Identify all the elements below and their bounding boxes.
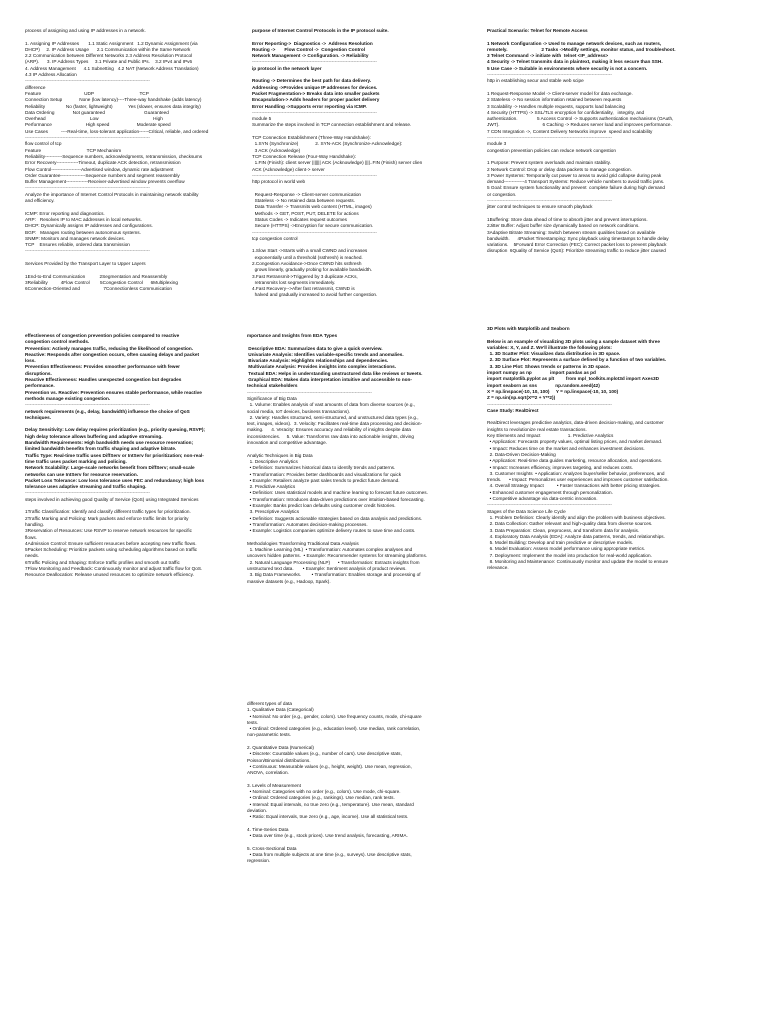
text-line: Stateless -> No retained data between requests. — [252, 198, 356, 204]
text-line: grows linearly, gradually probing for available bandwidth. — [252, 267, 373, 273]
text-line: 5. Cross-Sectional Data — [247, 845, 297, 851]
text-line: ip protocol in the network layer — [252, 65, 322, 71]
text-line: Error Recovery--------------Timeout, duplicate ACK detection, retransmission — [25, 160, 181, 166]
text-line: Order Guarantee----------------Sequence numbers and segment reassembly — [25, 172, 180, 178]
text-line: 5Packet Scheduling: Prioritize packets using scheduling algorithms based on traffic — [25, 547, 198, 553]
text-line: Addressing ->Provides unique IP addresses for devices. — [252, 84, 378, 90]
text-line: Packet Loss Tolerance: Low loss tolerance uses FEC and redundancy; high loss — [25, 477, 205, 483]
text-line: 3 Scalability -> Handles multiple requests, supports load balancing — [487, 103, 625, 109]
text-line: module 3 — [487, 141, 507, 147]
text-line: 2 Network Control: Drop or delay data packets to manage congestion. — [487, 166, 632, 172]
text-line: 3Adaptive Bitrate Streaming: Switch between stream qualities based on available — [487, 229, 656, 235]
text-line: 1End-to-End Communication 2Segmentation and Reassembly — [25, 273, 168, 279]
text-line: 5. Model Building: Develop and train predictive or descriptive models. — [487, 540, 634, 546]
text-line: 2.2 Communication between Different Networks 2.3 Address Resolution Protocol — [25, 53, 193, 59]
text-line: tests. — [247, 719, 259, 725]
text-line: 4 Security (HTTPS) -> SSL/TLS encryption for confidentiality, integrity, and — [487, 109, 645, 115]
text-line: or congestion. — [487, 191, 517, 197]
text-line: regression. — [247, 858, 271, 864]
text-line: TCP Connection Release (Four-Way Handshake): — [252, 153, 356, 159]
text-line: ARP: Resolves IP to MAC addresses in local networks. — [25, 216, 142, 222]
text-line: Feature TCP Mechanism — [25, 147, 122, 153]
text-line: insights to revolutionize real estate transactions. — [487, 426, 587, 432]
text-line: flows. — [25, 534, 37, 540]
text-line: SNMP: Monitors and manages network devices. — [25, 235, 126, 241]
text-line: Z = np.sin(np.sqrt(X**2 + Y**2)) — [487, 395, 556, 401]
text-line: Connection Setup None (low latency)----Three-way handshake (adds latency) — [25, 97, 202, 103]
text-line: http in establishing secur and stable web scipe — [487, 78, 584, 84]
text-line: remotely. 2 Tasks ->Modify settings, monitor status, and troubleshoot. — [487, 46, 676, 52]
text-line: steps involved in achieving good Quality of Service (QoS) using Integrated Services — [25, 496, 199, 502]
separator-line: -------------------------------------------------------------------------------- — [252, 172, 377, 178]
text-line: Status Codes -> Indicates request outcomes — [252, 216, 347, 222]
text-line: Reliability-----------Sequence numbers, acknowledgments, retransmission, checksums — [25, 153, 203, 159]
text-line: 2.Congestion Avoidance->Once CWND hits ssthresh — [252, 260, 362, 266]
text-line: flow control of tcp — [25, 141, 62, 147]
text-line: Graphical EDA: Makes data interpretation intuitive and accessible to non- — [247, 377, 412, 383]
text-line: techniques. — [25, 414, 52, 420]
separator-line: -------------------------------------------------------------------------------- — [252, 59, 377, 65]
text-line: 3. 3D Line Plot: Shows trends or patterns in 3D space. — [487, 363, 610, 369]
text-line: import seaborn as sns np.random.seed(42) — [487, 382, 600, 388]
text-line: Analyze the importance of Internet Control Protocols in maintaining network stability — [25, 191, 199, 197]
text-line: Case Study: RealDirect — [487, 407, 539, 413]
text-line: 4. Exploratory Data Analysis (EDA): Analyze data patterns, trends, and relationships. — [487, 533, 665, 539]
text-line: 2. Data-Driven Decision-Making — [487, 451, 556, 457]
text-line: 4Admission Control: Ensure sufficient resources before accepting new traffic flows. — [25, 540, 197, 546]
text-line: 1Traffic Classification: Identify and classify different traffic types for prioritization. — [25, 509, 191, 515]
text-line: • Impact: Reduces time on the market and enhances investment decisions. — [487, 445, 645, 451]
text-line: Data Ordering Not guaranteed Guaranteed — [25, 109, 169, 115]
text-line: import numpy as np import pandas as pd — [487, 370, 596, 376]
text-line: process of assigning and using IP addresses in a network. — [25, 28, 146, 33]
text-line: Use Cases ----Real-time, loss-tolerant application------Critical, reliable, and ordered — [25, 128, 209, 134]
separator-line: -------------------------------------------------------------------------------- — [487, 502, 612, 508]
text-line: 3. Prescriptive Analytics — [247, 509, 300, 515]
text-line: Encapsulation-> Adds headers for proper packet delivery — [252, 97, 380, 103]
eda-big-data-section — [247, 333, 482, 585]
separator-line: -------------------------------------------------------------------------------- — [487, 72, 612, 78]
text-line: limited bandwidth benefits from traffic shaping and adaptive bitrate. — [25, 446, 177, 452]
text-line: 5 Use Case -> Suitable in environments where security is not a concern. — [487, 65, 648, 71]
text-line: Descriptive EDA: Summarizes data to give a quick overview. — [247, 345, 383, 351]
separator-line: -------------------------------------------------------------------------------- — [25, 78, 150, 84]
text-line: • Example: Logistics companies optimize delivery routes to save time and costs. — [247, 528, 416, 534]
text-line: Performance High speed Moderate speed — [25, 122, 171, 128]
text-line: congestion control methods. — [25, 339, 90, 345]
text-line: Request-Response -> Client-server communication — [252, 191, 362, 197]
text-line: 1. Volume: Enables analysis of vast amounts of data from diverse sources (e.g., — [247, 402, 416, 408]
text-line: 3. Data Preparation: Clean, preprocess, and transform data for analysis. — [487, 527, 640, 533]
text-line: TCP Ensures reliable, ordered data transmission — [25, 242, 130, 248]
text-line: different types of data — [247, 701, 292, 706]
text-line: Resource Deallocation: Release unused resources to optimize network efficiency. — [25, 572, 194, 578]
text-line: Routing -> Determines the best path for data delivery. — [252, 78, 372, 84]
text-line: • Definition: Uses statistical models and machine learning to forecast future outcomes. — [247, 490, 428, 496]
text-line: • Data over time (e.g., stock prices). Use trend analysis, forecasting, ARIMA. — [247, 833, 408, 839]
text-line: 3D Plots with Matplotlib and Seaborn — [487, 326, 570, 331]
text-line: • Definition: Summarizes historical data to identify trends and patterns. — [247, 465, 396, 471]
text-line: • Discrete: Countable values (e.g., number of cars). Use descriptive stats, — [247, 751, 402, 757]
text-line: http protocol in world web — [252, 179, 306, 185]
text-line: • Application: Forecasts property values, optimal listing prices, and market demand. — [487, 439, 663, 445]
text-line: Bivariate Analysis: Highlights relationships and dependencies. — [247, 358, 389, 364]
text-line: 3 Power Systems: Temporarily cut power to areas to avoid grid collapse during peak — [487, 172, 662, 178]
text-line: • Transformation: Automates decision-making processes. — [247, 521, 368, 527]
text-line: Methods -> GET, POST, PUT, DELETE for actions — [252, 210, 359, 216]
text-line: • Example: Retailers analyze past sales trends to predict future demand. — [247, 477, 400, 483]
text-line: 4.3 IP Address Allocation — [25, 72, 77, 78]
separator-line: -------------------------------------------------------------------------------- — [252, 229, 377, 235]
text-line: Reactive Effectiveness: Handles unexpected congestion but degrades — [25, 377, 182, 383]
text-line: Services Provided by the Transport Layer to Upper Layers — [25, 260, 146, 266]
text-line: Prevention vs. Reactive: Prevention ensures stable performance, while reactive — [25, 389, 202, 395]
separator-line: -------------------------------------------------------------------------------- — [25, 185, 150, 191]
text-line: 4. Address Management 4.1 Subnetting 4.2 NAT (Network Address Translation) — [25, 65, 199, 71]
internet-control-protocols-section — [252, 28, 477, 299]
text-line: Delay Sensitivity: Low delay requires prioritization (e.g., priority queuing, RSVP); — [25, 427, 205, 433]
text-line: 1. Qualitative Data (Categorical) — [247, 707, 314, 713]
text-line: • Transformation: Introduces data-driven predictions over intuition-based forecasting. — [247, 496, 425, 502]
text-line: 3 ACK (Acknowledge) — [252, 147, 301, 153]
text-line: inconsistencies. 5. Value: Transforms raw data into actionable insights, driving — [247, 433, 414, 439]
text-line: Error Reporting-> Diagnostics -> Address Resolution — [252, 40, 373, 46]
text-line: DHCP: Dynamically assigns IP addresses and configurations. — [25, 223, 153, 229]
text-line: 2. Predictive Analytics — [247, 484, 296, 490]
text-line: X = np.linspace(-10, 10, 100) Y = np.linspace(-10, 10, 100) — [487, 388, 619, 394]
text-line: Network Scalability: Large-scale networks benefit from DiffServ; small-scale — [25, 465, 195, 471]
separator-line: -------------------------------------------------------------------------------- — [25, 402, 150, 408]
text-line: 1Buffering: Store data ahead of time to absorb jitter and prevent interruptions. — [487, 216, 648, 222]
text-line: loss. — [25, 358, 36, 364]
text-line: 7. Deployment: Implement the model into production for real-world application. — [487, 552, 652, 558]
text-line: • Competitive advantage via data-centric innovation. — [487, 496, 598, 502]
text-line: 3. Levels of Measurement — [247, 782, 301, 788]
text-line: • Interval: Equal intervals, no true zero (e.g., temperature). Use mean, standard — [247, 801, 414, 807]
text-line: Reliability No (faster, lightweight) Yes (slower, ensures data integrity) — [25, 103, 201, 109]
text-line: handling. — [25, 521, 45, 527]
text-line: Multivariate Analysis: Provides insights into complex interactions. — [247, 364, 397, 370]
text-line: 2Jitter Buffer: Adjust buffer size dynamically based on network conditions. — [487, 223, 640, 229]
text-line: 1.FIN (Finish): client server ||||||| ACK (Acknowledge) ||||..FIN (Finish) server clien — [252, 160, 423, 166]
text-line: Analytic Techniques in Big Data — [247, 452, 313, 458]
text-line: Routing -> Flow Control -> Congestion Control — [252, 46, 366, 52]
text-line: Methodologies Transforming Traditional Data Analysis — [247, 540, 359, 546]
text-line: 6Connection-Oriented and 7Connectionless Communication — [25, 286, 172, 292]
text-line: and efficiency. — [25, 198, 55, 204]
text-line: Flow Control-------------------Advertised window, dynamic rate adjustment — [25, 166, 174, 172]
separator-line: -------------------------------------------------------------------------------- — [247, 389, 372, 395]
text-line: retransmits lost segments immediately. — [252, 279, 336, 285]
text-line: • Definition: Suggests actionable strategies based on data analysis and predictions. — [247, 515, 423, 521]
text-line: Buffer Management--------------Receiver-advertised window prevents overflow — [25, 179, 185, 185]
text-line: 2Traffic Marking and Policing: Mark packets and enforce traffic limits for priority — [25, 515, 189, 521]
text-line: needs. — [25, 553, 40, 559]
separator-line: -------------------------------------------------------------------------------- — [25, 135, 150, 141]
text-line: performance. — [25, 383, 55, 389]
text-line: • Ordinal: Ordered categories (e.g., rankings). Use median, rank tests. — [247, 795, 395, 801]
text-line: uncovers hidden patterns. • Example: Recommender systems for streaming platforms. — [247, 553, 428, 559]
text-line: ACK (Acknowledge) client-> server — [252, 166, 325, 172]
text-line: 1 Request-Response Model -> Client-server model for data exchange. — [487, 90, 633, 96]
text-line: tcp congestion control — [252, 235, 298, 241]
telnet-and-jitter-section — [487, 28, 712, 255]
text-line: • Impact: Increases efficiency, improves targeting, and reduces costs. — [487, 464, 634, 470]
text-line: effectiveness of congestion prevention policies compared to reactive — [25, 333, 180, 338]
text-line: ANOVA, correlation. — [247, 770, 289, 776]
text-line: TCP Connection Establishment (Three-Way Handshake): — [252, 135, 371, 141]
text-line: bandwidth. 4Packet Timestamping: Sync playback using timestamps to handle delay — [487, 235, 669, 241]
text-line: Packet Fragmentation-> Breaks data into smaller packets — [252, 90, 380, 96]
text-line: • Enhanced customer engagement through personalization. — [487, 489, 613, 495]
text-line: JWT). 6 Caching -> Reduces server load and improves performance. — [487, 122, 672, 128]
text-line: Prevention: Actively manages traffic, reducing the likelihood of congestion. — [25, 345, 194, 351]
text-line: Traffic Type: Real-time traffic uses DiffServ or IntServ for prioritization; non-real- — [25, 452, 204, 458]
text-line: 1. Problem Definition: Clearly identify and align the problem with business objectives. — [487, 514, 666, 520]
separator-line: -------------------------------------------------------------------------------- — [252, 109, 377, 115]
text-line: Prevention Effectiveness: Provides smoother performance with fewer — [25, 364, 180, 370]
text-line: trends. • Impact: Personalizes user experiences and improves customer satisfaction. — [487, 477, 669, 483]
text-line: 3Reliability 4Flow Control 5Congestion Control 6Multiplexing — [25, 279, 178, 285]
text-line: Below is an example of visualizing 3D plots using a sample dataset with three — [487, 338, 660, 344]
text-line: 4.Fast Recovery-->After fast retransmit, CWND is — [252, 286, 355, 292]
text-line: 7 CDN Integration ->, Content Delivery Networks improve speed and scalability — [487, 128, 653, 134]
text-line: innovation and competitive advantage. — [247, 440, 328, 446]
text-line: networks can use IntServ for resource reservation. — [25, 471, 139, 477]
text-line: • Nominal: No order (e.g., gender, colors). Use frequency counts, mode, chi-square — [247, 713, 422, 719]
text-line: • Application: Real-time data guides marketing, resource allocation, and operations. — [487, 458, 663, 464]
text-line: (ARP). 3. IP Address Types 3.1 Private and Public IPs. 3.2 IPv4 and IPv6 — [25, 59, 193, 65]
text-line: Network Management -> Configuration. -> Reliability — [252, 53, 369, 59]
text-line: 1.Slow Start ->Starts with a small CWND and increases — [252, 248, 368, 254]
text-line: 2. Variety: Handles structured, semi-structured, and unstructured data types (e.g., — [247, 414, 419, 420]
text-line: Summarize the steps involved in TCP connection establishment and release. — [252, 122, 412, 128]
text-line: DHCP) 2. IP Address Usage 2.1 Communication within the Same Network — [25, 46, 191, 52]
text-line: Data Transfer -> Transmits web content (HTML, images) — [252, 204, 372, 210]
text-line: • Nominal: Categories with no order (e.g., colors). Use mode, chi-square. — [247, 789, 401, 795]
text-line: variables: X, Y, and Z. We'll illustrate the following plots: — [487, 344, 612, 350]
text-line: 3Reservation of Resources: Use RSVP to reserve network resources for specific — [25, 528, 192, 534]
text-line: non-parametric tests. — [247, 732, 292, 738]
text-line: demand-------------4 Transport Systems: Reduce vehicle numbers to avoid traffic jams. — [487, 179, 665, 185]
text-line: Stages of the Data Science Life Cycle — [487, 508, 566, 514]
text-line: 4 Security -> Telnet transmits data in plaintext, making it less secure than SSH. — [487, 59, 663, 65]
text-line: 4. Time-Series Data — [247, 826, 289, 832]
text-line: module 5 — [252, 116, 272, 122]
text-line: 1. Assigning IP Addresses 1.1 Static Assignment 1.2 Dynamic Assignment (via — [25, 40, 198, 46]
text-line: Overhead Low High — [25, 116, 163, 122]
text-line: authentication. 5 Access Control -> Supports authentication mechanisms (OAuth, — [487, 116, 674, 122]
text-line: making. 4. Veracity: Ensures accuracy and reliability of insights despite data — [247, 427, 411, 433]
text-line: 4. Overall Strategy Impact • Faster transactions with better pricing strategies. — [487, 483, 661, 489]
text-line: deviation. — [247, 808, 268, 814]
text-line: 1.SYN (Synchronize) 2. SYN-ACK (Synchronize-Acknowledge): — [252, 141, 403, 147]
text-line: Error Handling ->Supports error reporting via ICMP. — [252, 103, 367, 109]
text-line: unstructured text data. • Example: Sentiment analysis of product reviews. — [247, 565, 407, 571]
text-line: • Ordinal: Ordered categories (e.g., education level). Use median, rank correlation, — [247, 726, 421, 732]
text-line: Bandwidth Requirements: High bandwidth needs use resource reservation; — [25, 440, 193, 446]
3d-plots-realdirect-section — [487, 326, 717, 572]
text-line: 2. 3D Surface Plot: Represents a surface defined by a function of two variables. — [487, 357, 667, 363]
text-line: BGP: Manages routing between autonomous systems. — [25, 229, 141, 235]
text-line: difference — [25, 84, 46, 90]
text-line: Significance of Big Data — [247, 395, 297, 401]
text-line: massive datasets (e.g., Hadoop, Spark). — [247, 578, 331, 584]
text-line: 6Traffic Policing and Shaping: Enforce traffic profiles and smooth out traffic — [25, 559, 180, 565]
text-line: text, images, videos). 3. Velocity: Facilitates real-time data processing and decision- — [247, 421, 423, 427]
text-line: purpose of Internet Control Protocols in the IP protocol suite. — [252, 28, 389, 33]
text-line: • Example: Banks predict loan defaults using customer credit histories. — [247, 503, 396, 509]
congestion-prevention-qos-section — [25, 333, 250, 579]
text-line: 2 Stateless -> No session information retained between requests — [487, 97, 622, 103]
text-line: disruption 6Quality of Service (QoS): Prioritize streaming traffic to reduce jitter caused — [487, 248, 666, 254]
text-line: Poisson/Binomial distributions. — [247, 757, 311, 763]
text-line: halved and gradually increased to avoid further congestion. — [252, 292, 378, 298]
text-line: Reactive: Responds after congestion occurs, often causing delays and packet — [25, 351, 200, 357]
text-line: 5 Goal: Ensure system functionality and prevent complete failure during high demand — [487, 185, 665, 191]
text-line: 3. Big Data Frameworks. • Transformation: Enables storage and processing of — [247, 572, 421, 578]
text-line: 2. Data Collection: Gather relevant and high-quality data from diverse sources. — [487, 521, 653, 527]
text-line: tolerance uses adaptive streaming and traffic shaping. — [25, 484, 147, 490]
text-line: Textual EDA: Helps in understanding unstructured data like reviews or tweets. — [247, 370, 423, 376]
text-line: Secure (HTTPS) ->Encryption for secure communication. — [252, 223, 374, 229]
text-line: 2. Quantitative Data (Numerical) — [247, 745, 314, 751]
text-line: ICMP: Error reporting and diagnostics. — [25, 210, 105, 216]
text-line: methods manage existing congestion. — [25, 395, 111, 401]
text-line: 1. 3D Scatter Plot: Visualizes data distribution in 3D space. — [487, 351, 621, 357]
text-line: Univariate Analysis: Identifies variable-specific trends and anomalies. — [247, 351, 404, 357]
text-line: congestion prevention policies can reduce network congestion — [487, 147, 616, 153]
text-line: 1 Network Configuration -> Used to manage network devices, such as routers, — [487, 40, 662, 46]
text-line: technical stakeholders — [247, 383, 298, 389]
text-line: 1. Machine Learning (ML) • Transformation: Automates complex analyses and — [247, 547, 413, 553]
text-line: Practical Scenario: Telnet for Remote Access — [487, 28, 588, 33]
text-line: 8. Monitoring and Maintenance: Continuously monitor and update the model to ensure — [487, 558, 669, 564]
text-line: disruptions. — [25, 370, 52, 376]
text-line: 7Flow Monitoring and Feedback: Continuously monitor and adjust traffic flow for QoS. — [25, 565, 203, 571]
text-line: high delay tolerance allows buffering and adaptive streaming. — [25, 433, 163, 439]
text-line: exponentially until a threshold (ssthresh) is reached. — [252, 254, 363, 260]
text-line: Feature UDP TCP — [25, 90, 149, 96]
text-line: • Ratio: Equal intervals, true zero (e.g., age, income). Use all statistical tests. — [247, 814, 409, 820]
text-line: • Data from multiple subjects at one time (e.g., surveys). Use descriptive stats, — [247, 852, 412, 858]
text-line: • Continuous: Measurable values (e.g., height, weight). Use mean, regression, — [247, 763, 412, 769]
separator-line: -------------------------------------------------------------------------------- — [487, 198, 612, 204]
text-line: time traffic uses packet marking and policing. — [25, 458, 127, 464]
text-line: social media, IoT devices, business transactions). — [247, 408, 351, 414]
text-line: 1. Descriptive Analytics — [247, 458, 298, 464]
text-line: network requirements (e.g., delay, bandwidth) influence the choice of QoS — [25, 408, 190, 414]
separator-line: -------------------------------------------------------------------------------- — [487, 401, 612, 407]
text-line: relevance. — [487, 565, 509, 571]
text-line: Key Elements and Impact 1. Predictive Analytics — [487, 433, 614, 439]
text-line: jitter control techniques to ensure smooth playback — [487, 204, 593, 210]
text-line: variations. 5Forward Error Correction (FEC): Correct packet loss to prevent playback — [487, 242, 667, 248]
separator-line: -------------------------------------------------------------------------------- — [25, 490, 150, 496]
separator-line: -------------------------------------------------------------------------------- — [25, 248, 150, 254]
text-line: 3. Customer Insights • Application: Analyzes buyer/seller behavior, preferences, and — [487, 470, 665, 476]
separator-line: -------------------------------------------------------------------------------- — [487, 135, 612, 141]
text-line: 2. Natural Language Processing (NLP) • Transformation: Extracts insights from — [247, 559, 420, 565]
text-line: mportance and Insights from EDA Types — [247, 333, 338, 338]
networking-basics-section — [25, 28, 250, 292]
types-of-data-section — [247, 701, 482, 865]
text-line: • Transformation: Provides better dashboards and visualizations for quick — [247, 471, 402, 477]
text-line: 3 Telnet Command -> initiate with telnet <IP_address> — [487, 53, 609, 59]
text-line: 3.Fast Retransmit->Triggered by 3 duplicate ACKs, — [252, 273, 358, 279]
text-line: 6. Model Evaluation: Assess model performance using appropriate metrics. — [487, 546, 646, 552]
text-line: 1 Purpose: Prevent system overloads and maintain stability. — [487, 160, 611, 166]
text-line: RealDirect leverages predictive analytics, data-driven decision-making, and customer — [487, 420, 664, 426]
text-line: import matplotlib.pyplot as plt from mpl_toolkits.mplot3d import Axes3D — [487, 376, 659, 382]
